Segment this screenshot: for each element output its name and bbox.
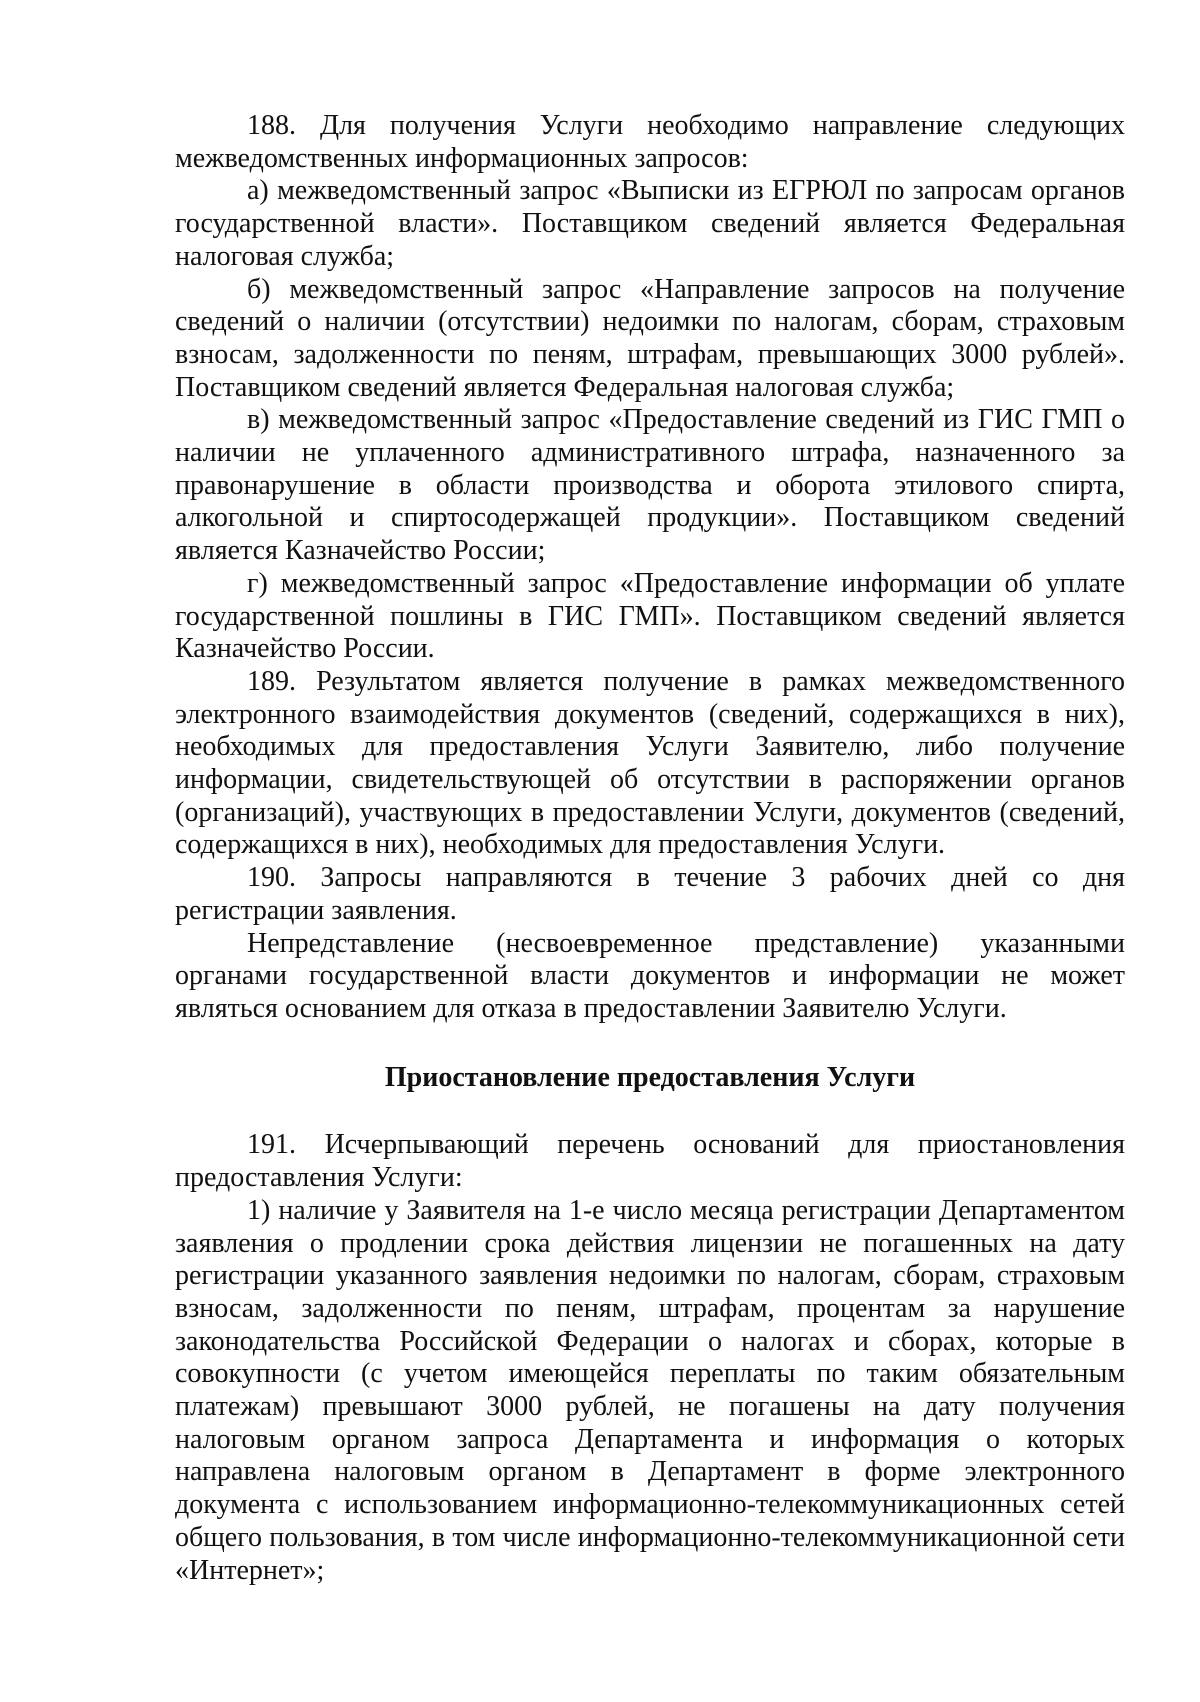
section-heading: Приостановление предоставления Услуги — [384, 1061, 916, 1093]
document-body — [175, 110, 1125, 1587]
paragraph-191: 191. Исчерпывающий перечень оснований для приостановления предоставления Услуги: — [175, 1129, 1125, 1194]
paragraph-188-item-v: в) межведомственный запрос «Предоставление сведений из ГИС ГМП о наличии не уплаченного административного штрафа, назначенного за правонарушение в области производства и оборота этилового спирта, алкогольной и спиртосодержащей продукции». Поставщиком сведений является Казначейство России; — [175, 404, 1125, 567]
paragraph-188-item-a: а) межведомственный запрос «Выписки из ЕГРЮЛ по запросам органов государственной власти». Поставщиком сведений является Федеральная налоговая служба; — [175, 175, 1125, 272]
paragraph-190-note: Непредставление (несвоевременное представление) указанными органами государственной власти документов и информации не может являться основанием для отказа в предоставлении Заявителю Услуги. — [175, 927, 1125, 1024]
paragraph-191-item-1: 1) наличие у Заявителя на 1-е число месяца регистрации Департаментом заявления о продлении срока действия лицензии не погашенных на дату регистрации указанного заявления недоимки по налогам, сборам, страховым взносам, задолженности по пеням, штрафам, процентам за нарушение законодательства Российской Федерации о налогах и сборах, которые в совокупности (с учетом имеющейся переплаты по таким обязательным платежам) превышают 3000 рублей, не погашены на дату получения налоговым органом запроса Департамента и информация о которых направлена налоговым органом в Департамент в форме электронного документа с использованием информационно-телекоммуникационных сетей общего пользования, в том числе информационно-телекоммуникационной сети «Интернет»; — [175, 1194, 1125, 1586]
paragraph-189: 189. Результатом является получение в рамках межведомственного электронного взаимодействия документов (сведений, содержащихся в них), необходимых для предоставления Услуги Заявителю, либо получение информации, свидетельствующей об отсутствии в распоряжении органов (организаций), участвующих в предоставлении Услуги, документов (сведений, содержащихся в них), необходимых для предоставления Услуги. — [175, 665, 1125, 861]
paragraph-188-item-b: б) межведомственный запрос «Направление запросов на получение сведений о наличии (отсутствии) недоимки по налогам, сборам, страховым взносам, задолженности по пеням, штрафам, превышающих 3000 рублей». Поставщиком сведений является Федеральная налоговая служба; — [175, 273, 1125, 403]
paragraph-188-intro: 188. Для получения Услуги необходимо направление следующих межведомственных информационных запросов: — [175, 110, 1125, 174]
paragraph-188-item-g: г) межведомственный запрос «Предоставление информации об уплате государственной пошлины в ГИС ГМП». Поставщиком сведений является Казначейство России. — [175, 567, 1125, 665]
paragraph-190: 190. Запросы направляются в течение 3 рабочих дней со дня регистрации заявления. — [175, 862, 1125, 926]
